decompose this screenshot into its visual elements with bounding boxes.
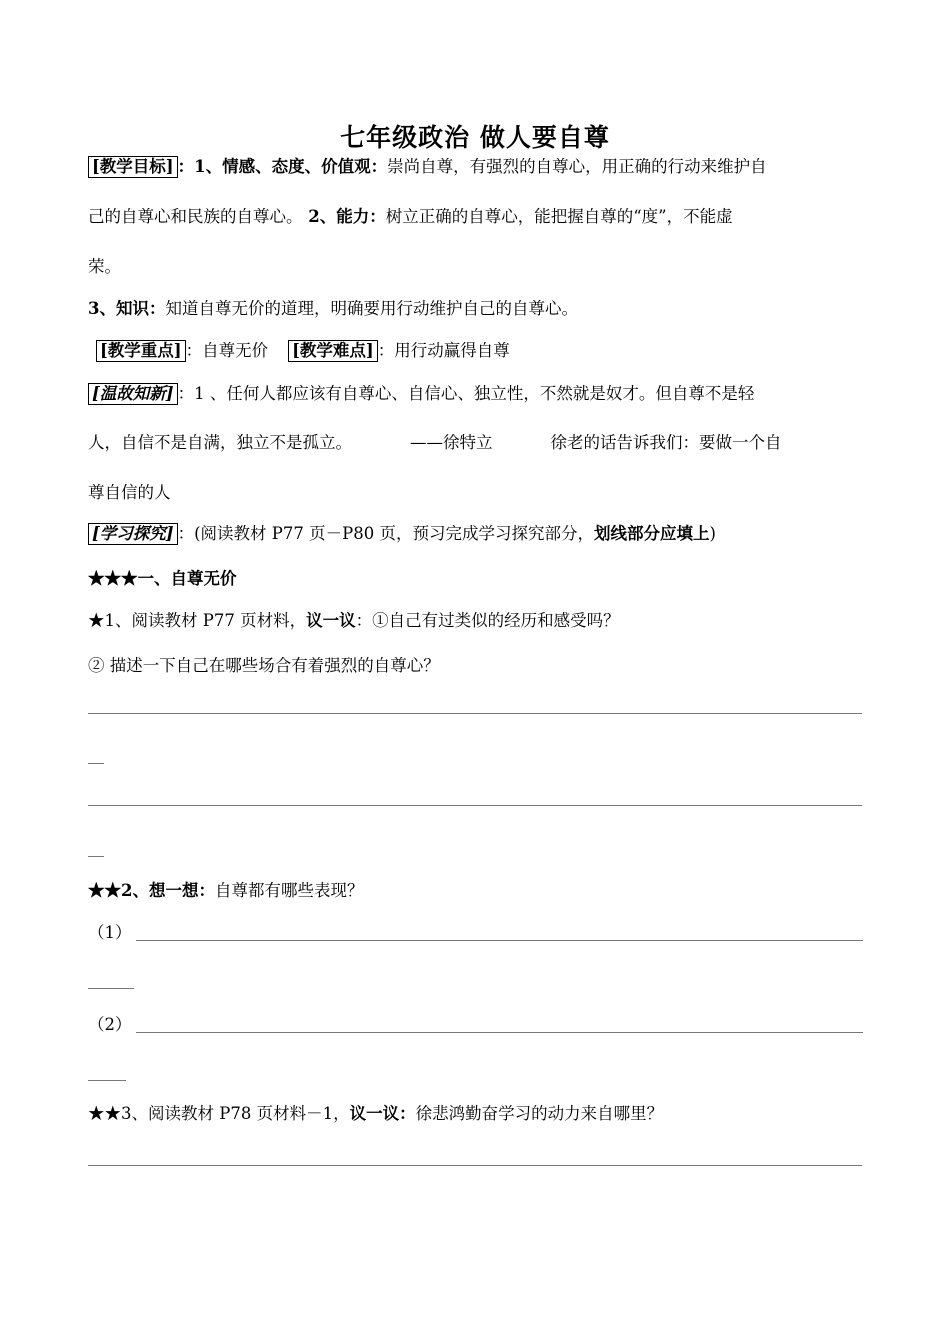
answer-line[interactable]: [88, 805, 862, 806]
answer-line[interactable]: [136, 1032, 863, 1033]
review-quote-author: ——徐特立: [410, 433, 493, 452]
review-line-2: [88, 432, 868, 454]
objectives-part2-cont: 荣。: [88, 257, 121, 276]
review-line-3: [88, 482, 868, 504]
objectives-part2-head: 2、能力：: [302, 207, 386, 226]
explore-bold: 划线部分应填上: [594, 524, 710, 543]
review-text-2c: 徐老的话告诉我们：要做一个自: [550, 433, 782, 452]
q1-bold: 议一议: [306, 611, 356, 630]
review-text-3: 尊自信的人: [88, 483, 171, 502]
q1-second-line: ② 描述一下自己在哪些场合有着强烈的自尊心？: [88, 656, 440, 675]
q2-bold: 想一想：: [148, 881, 215, 900]
q2-text: 自尊都有哪些表现？: [214, 881, 364, 900]
objectives-part2-text: 树立正确的自尊心，能把握自尊的“度”，不能虚: [385, 207, 733, 226]
answer-line[interactable]: [136, 940, 863, 941]
explore-end: ): [709, 524, 716, 543]
objectives-part3-head: 3、知识：: [88, 299, 166, 318]
answer-line-end: [88, 988, 134, 989]
objectives-part1-cont: 己的自尊心和民族的自尊心。: [88, 207, 303, 226]
focus-line: [96, 340, 876, 362]
q1-prefix: ★1、阅读教材 P77 页材料，: [88, 611, 307, 630]
hard-point-label: [教学难点]: [288, 340, 378, 362]
review-text-2a: 人，自信不是自满，独立不是孤立。: [88, 433, 352, 452]
q2-prefix: ★★2、: [88, 881, 149, 900]
answer-line-end: [88, 1080, 126, 1081]
review-label: [温故知新]: [88, 383, 178, 405]
q3-text: 徐悲鸿勤奋学习的动力来自哪里？: [415, 1104, 664, 1123]
hard-point-text: ：用行动赢得自尊: [377, 341, 510, 360]
section1-heading: ★★★一、自尊无价: [88, 569, 237, 588]
answer-line[interactable]: [88, 1165, 862, 1166]
page-title: 七年级政治 做人要自尊: [340, 123, 610, 152]
q2-item-1: （1）: [88, 923, 132, 942]
q3-bold: 议一议：: [349, 1104, 416, 1123]
q1-text: ：①自己有过类似的经历和感受吗？: [355, 611, 620, 630]
objectives-line-2: [88, 206, 868, 228]
answer-line[interactable]: [88, 713, 862, 714]
objectives-line-3: [88, 256, 868, 278]
objectives-line-4: [88, 298, 868, 320]
explore-label: [学习探究]: [88, 523, 178, 545]
objectives-line-1: [88, 156, 868, 178]
answer-line-end: [88, 856, 104, 857]
q2-item-2: （2）: [88, 1015, 132, 1034]
review-text-1: ：1 、任何人都应该有自尊心、自信心、独立性，不然就是奴才。但自尊不是轻: [177, 384, 755, 403]
objectives-label: [教学目标]: [88, 156, 178, 178]
q3-prefix: ★★3、阅读教材 P78 页材料－1，: [88, 1104, 350, 1123]
q3-line: [88, 1103, 868, 1125]
key-point-label: [教学重点]: [96, 340, 186, 362]
review-line-1: [88, 383, 868, 405]
explore-text: ：(阅读教材 P77 页－P80 页，预习完成学习探究部分，: [177, 524, 594, 543]
explore-line: [88, 523, 868, 545]
answer-line-end: [88, 763, 104, 764]
objectives-part1-text: 崇尚自尊，有强烈的自尊心，用正确的行动来维护自: [387, 157, 767, 176]
q1-line: [88, 610, 868, 632]
key-point-text: ：自尊无价: [185, 341, 269, 360]
objectives-part3-text: 知道自尊无价的道理，明确要用行动维护自己的自尊心。: [165, 299, 578, 318]
objectives-part1-head: ：1、情感、态度、价值观：: [177, 157, 388, 176]
q2-line: [88, 880, 868, 902]
